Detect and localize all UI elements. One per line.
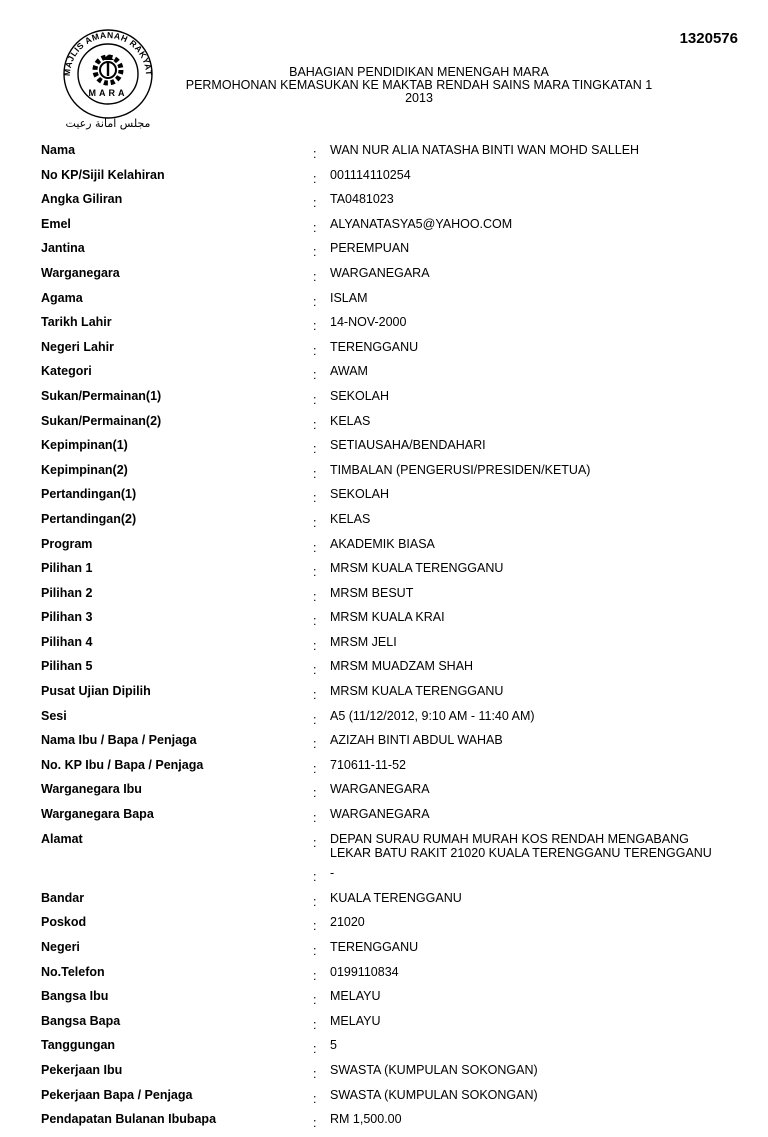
field-row bbox=[41, 168, 741, 186]
field-value: - bbox=[330, 866, 335, 881]
field-label: Bangsa Ibu bbox=[41, 989, 109, 1004]
field-label: Pusat Ujian Dipilih bbox=[41, 684, 151, 699]
field-separator: : bbox=[313, 894, 317, 909]
field-label: Warganegara Ibu bbox=[41, 782, 142, 797]
field-label: Warganegara Bapa bbox=[41, 807, 154, 822]
field-label: Sukan/Permainan(1) bbox=[41, 388, 162, 403]
field-separator: : bbox=[313, 993, 317, 1008]
field-row bbox=[41, 684, 741, 702]
field-value: ALYANATASYA5@YAHOO.COM bbox=[330, 216, 513, 231]
field-separator: : bbox=[313, 442, 317, 457]
field-label: Bangsa Bapa bbox=[41, 1013, 121, 1028]
field-separator: : bbox=[313, 368, 317, 383]
field-separator: : bbox=[313, 294, 317, 309]
field-label: Negeri Lahir bbox=[41, 339, 114, 354]
field-separator: : bbox=[313, 1066, 317, 1081]
field-row bbox=[41, 1014, 741, 1032]
field-separator: : bbox=[313, 147, 317, 161]
field-value: AWAM bbox=[330, 364, 368, 379]
field-row bbox=[41, 389, 741, 407]
field-row bbox=[41, 291, 741, 309]
field-row bbox=[41, 463, 741, 481]
field-row bbox=[41, 659, 741, 677]
field-label: No KP/Sijil Kelahiran bbox=[41, 167, 165, 182]
field-separator: : bbox=[313, 466, 317, 481]
field-value: DEPAN SURAU RUMAH MURAH KOS RENDAH MENGABANG LEKAR BATU RAKIT 21020 KUALA TERENGGANU TERENGGANU bbox=[330, 831, 712, 860]
field-label: Alamat bbox=[41, 831, 83, 846]
field-value: RM 1,500.00 bbox=[330, 1112, 402, 1127]
field-separator: : bbox=[313, 515, 317, 530]
field-row bbox=[41, 866, 741, 884]
field-row bbox=[41, 537, 741, 555]
field-value: KELAS bbox=[330, 413, 371, 428]
field-value: AKADEMIK BIASA bbox=[330, 536, 435, 551]
field-separator: : bbox=[313, 565, 317, 580]
field-row bbox=[41, 414, 741, 432]
field-value: MRSM KUALA TERENGGANU bbox=[330, 684, 504, 699]
field-separator: : bbox=[313, 944, 317, 958]
field-row bbox=[41, 965, 741, 983]
field-value: WARGANEGARA bbox=[330, 782, 430, 797]
field-value: MRSM MUADZAM SHAH bbox=[330, 659, 474, 674]
field-value: KELAS bbox=[330, 511, 371, 526]
field-row bbox=[41, 709, 741, 727]
field-value: TA0481023 bbox=[330, 192, 394, 207]
field-label: Pertandingan(2) bbox=[41, 511, 137, 526]
field-label: Bandar bbox=[41, 890, 85, 905]
field-label: Kategori bbox=[41, 364, 92, 379]
field-value: SEKOLAH bbox=[330, 388, 390, 403]
field-separator: : bbox=[313, 417, 317, 432]
field-row bbox=[41, 1112, 741, 1130]
field-label bbox=[41, 866, 313, 884]
field-value: 001114110254 bbox=[330, 167, 411, 182]
field-value: ISLAM bbox=[330, 290, 368, 305]
field-separator: : bbox=[313, 1116, 317, 1131]
field-row bbox=[41, 1088, 741, 1106]
field-row bbox=[41, 807, 741, 825]
field-separator: : bbox=[313, 870, 317, 885]
field-separator: : bbox=[313, 392, 317, 407]
field-separator: : bbox=[313, 196, 317, 211]
field-separator: : bbox=[313, 540, 317, 555]
field-separator: : bbox=[313, 835, 317, 850]
field-value: 5 bbox=[330, 1038, 337, 1053]
field-row bbox=[41, 487, 741, 505]
field-separator: : bbox=[313, 786, 317, 801]
field-label: Pendapatan Bulanan Ibubapa bbox=[41, 1112, 217, 1127]
field-row bbox=[41, 832, 741, 860]
field-value: MELAYU bbox=[330, 989, 381, 1004]
field-row bbox=[41, 758, 741, 776]
field-row bbox=[41, 241, 741, 259]
field-separator: : bbox=[313, 589, 317, 604]
field-label: Angka Giliran bbox=[41, 192, 123, 207]
field-label: Tanggungan bbox=[41, 1038, 116, 1053]
field-value: MRSM KUALA KRAI bbox=[330, 610, 445, 625]
field-value: SWASTA (KUMPULAN SOKONGAN) bbox=[330, 1087, 538, 1102]
field-separator: : bbox=[313, 1017, 317, 1032]
field-row bbox=[41, 891, 741, 909]
field-label: Nama bbox=[41, 143, 76, 157]
field-label: No.Telefon bbox=[41, 964, 105, 979]
svg-text:MARA: MARA bbox=[88, 88, 128, 98]
field-separator: : bbox=[313, 688, 317, 703]
field-value: WARGANEGARA bbox=[330, 265, 430, 280]
document-number: 1320576 bbox=[679, 30, 738, 47]
field-value: 710611-11-52 bbox=[330, 757, 406, 772]
field-row bbox=[41, 610, 741, 628]
field-label: Pilihan 1 bbox=[41, 561, 93, 576]
field-value: 0199110834 bbox=[330, 964, 399, 979]
field-value: SEKOLAH bbox=[330, 487, 390, 502]
field-separator: : bbox=[313, 761, 317, 776]
field-separator: : bbox=[313, 712, 317, 727]
field-value: MELAYU bbox=[330, 1013, 381, 1028]
field-separator: : bbox=[313, 968, 317, 983]
field-separator: : bbox=[313, 1042, 317, 1057]
field-label: Kepimpinan(1) bbox=[41, 438, 128, 453]
field-row bbox=[41, 266, 741, 284]
field-row bbox=[41, 733, 741, 751]
field-value: A5 (11/12/2012, 9:10 AM - 11:40 AM) bbox=[330, 708, 535, 723]
field-label: Pekerjaan Bapa / Penjaga bbox=[41, 1087, 193, 1102]
header-title: PERMOHONAN KEMASUKAN KE MAKTAB RENDAH SAINS MARA TINGKATAN 1 bbox=[185, 78, 653, 92]
field-label: Pilihan 2 bbox=[41, 585, 93, 600]
field-separator: : bbox=[313, 1091, 317, 1106]
field-label: Warganegara bbox=[41, 265, 120, 280]
mara-logo-icon bbox=[58, 26, 158, 134]
field-value: SETIAUSAHA/BENDAHARI bbox=[330, 438, 486, 453]
field-separator: : bbox=[313, 491, 317, 506]
field-value: 21020 bbox=[330, 915, 365, 930]
field-row bbox=[41, 782, 741, 800]
field-separator: : bbox=[313, 245, 317, 260]
field-separator: : bbox=[313, 220, 317, 235]
field-row bbox=[41, 940, 741, 958]
field-value: PEREMPUAN bbox=[330, 241, 410, 256]
applicant-details bbox=[41, 143, 741, 1137]
field-value: MRSM BESUT bbox=[330, 585, 414, 600]
field-label: Pertandingan(1) bbox=[41, 487, 137, 502]
field-label: Poskod bbox=[41, 915, 87, 930]
field-row bbox=[41, 1063, 741, 1081]
field-separator: : bbox=[313, 269, 317, 284]
field-value: 14-NOV-2000 bbox=[330, 315, 407, 330]
field-label: Pilihan 5 bbox=[41, 659, 93, 674]
field-label: No. KP Ibu / Bapa / Penjaga bbox=[41, 757, 204, 772]
field-row bbox=[41, 586, 741, 604]
field-value: TIMBALAN (PENGERUSI/PRESIDEN/KETUA) bbox=[330, 462, 591, 477]
field-separator: : bbox=[313, 663, 317, 678]
form-header bbox=[170, 66, 668, 105]
field-row bbox=[41, 340, 741, 358]
field-row bbox=[41, 1038, 741, 1056]
field-row bbox=[41, 915, 741, 933]
field-separator: : bbox=[313, 638, 317, 653]
field-label: Kepimpinan(2) bbox=[41, 462, 128, 477]
field-value: MRSM JELI bbox=[330, 634, 397, 649]
field-label: Emel bbox=[41, 216, 71, 231]
field-label: Pekerjaan Ibu bbox=[41, 1062, 123, 1077]
field-separator: : bbox=[313, 737, 317, 752]
field-row bbox=[41, 512, 741, 530]
field-value: TERENGGANU bbox=[330, 339, 419, 354]
header-department: BAHAGIAN PENDIDIKAN MENENGAH MARA bbox=[289, 65, 549, 79]
field-row bbox=[41, 217, 741, 235]
field-label: Pilihan 3 bbox=[41, 610, 93, 625]
field-label: Tarikh Lahir bbox=[41, 315, 112, 330]
field-row bbox=[41, 561, 741, 579]
field-value: WARGANEGARA bbox=[330, 807, 430, 822]
field-row bbox=[41, 635, 741, 653]
field-label: Program bbox=[41, 536, 93, 551]
header-year: 2013 bbox=[405, 91, 433, 105]
field-value: MRSM KUALA TERENGGANU bbox=[330, 561, 504, 576]
field-row bbox=[41, 989, 741, 1007]
field-value: SWASTA (KUMPULAN SOKONGAN) bbox=[330, 1062, 538, 1077]
field-label: Agama bbox=[41, 290, 83, 305]
field-label: Pilihan 4 bbox=[41, 634, 93, 649]
field-value: TERENGGANU bbox=[330, 940, 419, 954]
field-row bbox=[41, 315, 741, 333]
field-row bbox=[41, 192, 741, 210]
field-separator: : bbox=[313, 811, 317, 826]
field-separator: : bbox=[313, 614, 317, 629]
field-label: Sesi bbox=[41, 708, 67, 723]
field-row bbox=[41, 438, 741, 456]
svg-text:مجلس امانة رعيت: مجلس امانة رعيت bbox=[65, 117, 151, 130]
field-label: Nama Ibu / Bapa / Penjaga bbox=[41, 733, 197, 748]
field-label: Sukan/Permainan(2) bbox=[41, 413, 162, 428]
field-row bbox=[41, 143, 741, 161]
field-separator: : bbox=[313, 343, 317, 358]
field-value: KUALA TERENGGANU bbox=[330, 890, 462, 905]
field-separator: : bbox=[313, 919, 317, 934]
field-value: AZIZAH BINTI ABDUL WAHAB bbox=[330, 733, 503, 748]
field-label: Negeri bbox=[41, 940, 80, 954]
field-label: Jantina bbox=[41, 241, 85, 256]
field-value: WAN NUR ALIA NATASHA BINTI WAN MOHD SALLEH bbox=[330, 143, 640, 157]
field-separator: : bbox=[313, 171, 317, 186]
field-separator: : bbox=[313, 319, 317, 334]
svg-text:MAJLIS AMANAH RAKYAT: MAJLIS AMANAH RAKYAT bbox=[61, 29, 155, 77]
field-row bbox=[41, 364, 741, 382]
